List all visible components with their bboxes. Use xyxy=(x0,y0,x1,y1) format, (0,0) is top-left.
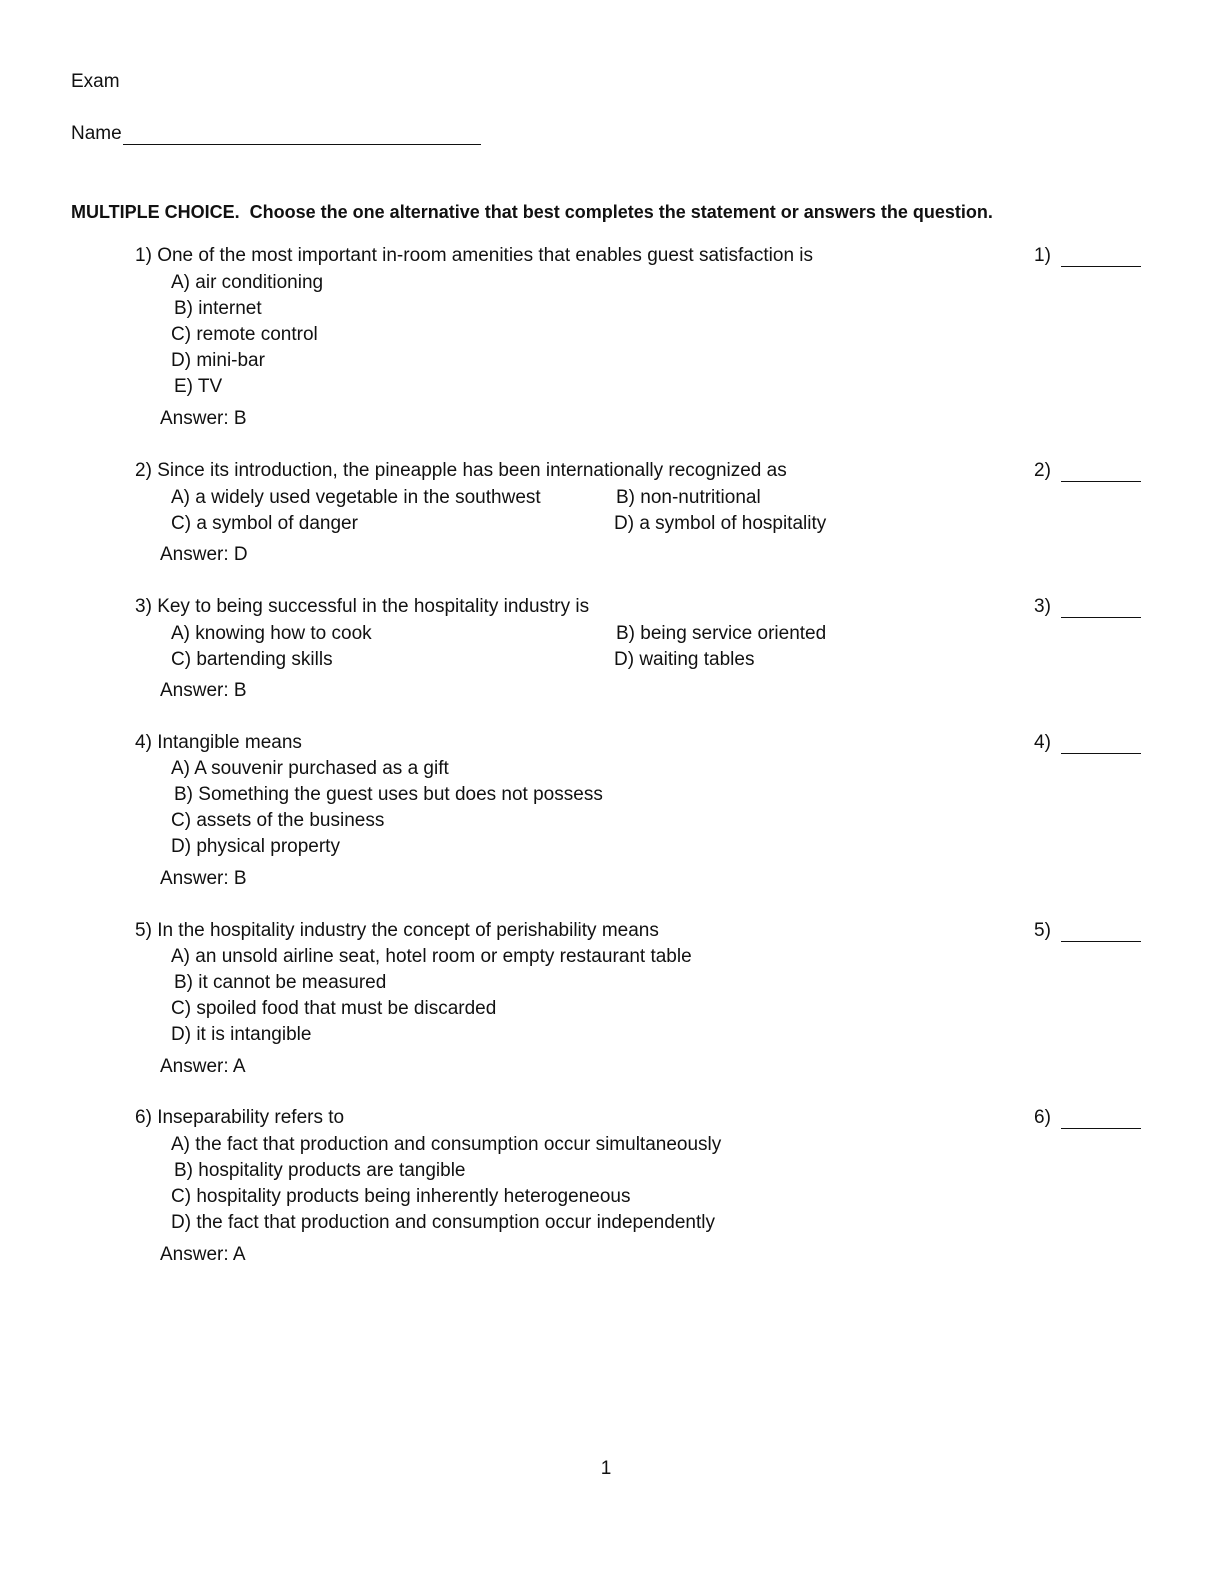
question-text: One of the most important in-room amenities that enables guest satisfaction is xyxy=(157,245,814,266)
question-number: 4) xyxy=(135,732,152,753)
section-header xyxy=(71,202,993,223)
question-text: Since its introduction, the pineapple has been internationally recognized as xyxy=(157,460,787,481)
answer-slot-number: 4) xyxy=(1034,732,1051,753)
question-text: Inseparability refers to xyxy=(157,1107,345,1128)
question-stem xyxy=(135,460,787,482)
answer-slot-number: 6) xyxy=(1034,1107,1051,1128)
option-b: B) being service oriented xyxy=(616,623,827,644)
section-title: MULTIPLE CHOICE. xyxy=(71,202,240,222)
answer-slot-blank[interactable] xyxy=(1061,266,1141,267)
option-d: D) a symbol of hospitality xyxy=(614,513,827,534)
option-a: A) a widely used vegetable in the southwest xyxy=(171,487,541,508)
option-b: B) hospitality products are tangible xyxy=(174,1160,466,1181)
option-c: C) remote control xyxy=(171,324,318,345)
option-b: B) internet xyxy=(174,298,262,319)
answer-slot-blank[interactable] xyxy=(1061,753,1141,754)
question-stem xyxy=(135,732,302,754)
page-number: 1 xyxy=(600,1458,612,1479)
question-number: 6) xyxy=(135,1107,152,1128)
option-c: C) spoiled food that must be discarded xyxy=(171,998,497,1019)
exam-title: Exam xyxy=(71,71,120,92)
answer-key: Answer: B xyxy=(160,408,247,429)
question-text: In the hospitality industry the concept of perishability means xyxy=(157,920,659,941)
option-c: C) a symbol of danger xyxy=(171,513,358,534)
option-b: B) it cannot be measured xyxy=(174,972,387,993)
answer-slot-blank[interactable] xyxy=(1061,941,1141,942)
answer-slot-number: 2) xyxy=(1034,460,1051,481)
question-text: Intangible means xyxy=(157,732,302,753)
option-a: A) air conditioning xyxy=(171,272,324,293)
question-stem xyxy=(135,920,659,942)
answer-slot-number: 1) xyxy=(1034,245,1051,266)
option-b: B) non-nutritional xyxy=(616,487,761,508)
question-number: 2) xyxy=(135,460,152,481)
section-instructions: Choose the one alternative that best completes the statement or answers the question. xyxy=(249,202,993,222)
answer-key: Answer: B xyxy=(160,868,247,889)
name-label: Name xyxy=(71,123,122,144)
name-blank-line[interactable] xyxy=(123,124,481,145)
option-d: D) it is intangible xyxy=(171,1024,312,1045)
question-stem xyxy=(135,245,813,267)
option-c: C) assets of the business xyxy=(171,810,385,831)
option-d: D) physical property xyxy=(171,836,340,857)
option-e: E) TV xyxy=(174,376,223,397)
answer-slot-blank[interactable] xyxy=(1061,617,1141,618)
question-number: 1) xyxy=(135,245,152,266)
option-a: A) an unsold airline seat, hotel room or empty restaurant table xyxy=(171,946,692,967)
option-a: A) knowing how to cook xyxy=(171,623,372,644)
answer-key: Answer: D xyxy=(160,544,248,565)
answer-slot-number: 3) xyxy=(1034,596,1051,617)
option-a: A) A souvenir purchased as a gift xyxy=(171,758,449,779)
option-a: A) the fact that production and consumption occur simultaneously xyxy=(171,1134,722,1155)
answer-key: Answer: A xyxy=(160,1244,246,1265)
question-number: 3) xyxy=(135,596,152,617)
name-field-row xyxy=(71,123,481,145)
answer-key: Answer: A xyxy=(160,1056,246,1077)
option-c: C) bartending skills xyxy=(171,649,333,670)
answer-slot-blank[interactable] xyxy=(1061,1128,1141,1129)
answer-key: Answer: B xyxy=(160,680,247,701)
question-number: 5) xyxy=(135,920,152,941)
answer-slot-number: 5) xyxy=(1034,920,1051,941)
answer-slot-blank[interactable] xyxy=(1061,481,1141,482)
question-stem xyxy=(135,596,589,618)
question-stem xyxy=(135,1107,344,1129)
option-b: B) Something the guest uses but does not possess xyxy=(174,784,603,805)
option-d: D) mini-bar xyxy=(171,350,265,371)
question-text: Key to being successful in the hospitality industry is xyxy=(157,596,590,617)
option-d: D) waiting tables xyxy=(614,649,755,670)
option-c: C) hospitality products being inherently heterogeneous xyxy=(171,1186,631,1207)
option-d: D) the fact that production and consumption occur independently xyxy=(171,1212,715,1233)
